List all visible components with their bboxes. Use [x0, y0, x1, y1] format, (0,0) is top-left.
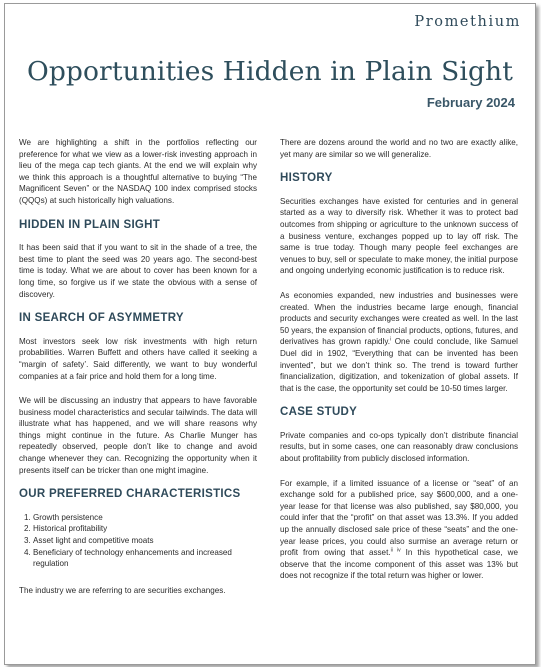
brand-logo: Promethium	[414, 14, 521, 30]
characteristics-list	[19, 512, 257, 570]
footnote-ref[interactable]: i	[390, 336, 392, 343]
paragraph: We will be discussing an industry that appears to have favorable business model characteristics and secular tailwinds. The data will illustrate what has happened, and we will share reasons why things might continue in the future. As Charlie Munger has repeatedly observed, people don’t like to change and avoid change whenever they can. Recognizing the opportunity when it presents itself can be tricker than one might imagine.	[19, 396, 257, 475]
footnote-ref[interactable]: ii iv	[390, 547, 401, 554]
page-title: Opportunities Hidden in Plain Sight	[27, 56, 513, 87]
list-item: 4. Beneficiary of technology enhancements and increased regulation	[33, 547, 257, 570]
text-run: In this hypothetical case, we observe that the income component of this asset was 13% but does not recognize if the total return was higher or lower.	[280, 548, 518, 581]
paragraph: It has been said that if you want to sit in the shade of a tree, the best time to plant the seed was 20 years ago. The second-best time is today. What we are about to cover has been known for a long time, so forgive us if we state the obvious with a sense of discovery.	[19, 243, 257, 299]
list-item: 2. Historical profitability	[33, 523, 257, 535]
section-heading-in-search-of-asymmetry: IN SEARCH OF ASYMMETRY	[19, 312, 184, 325]
text-run: One could conclude, like Samuel Duel did in 1902, “Everything that can be invented has been invented”, but we don’t think so. The trend is toward further financialization, digitization, and tokenization of global assets. If that is the case, the opportunity set could be 10-50 times larger.	[280, 337, 518, 393]
right-column	[280, 137, 518, 595]
text-run: As economies expanded, new industries and businesses were created. When the industries became large enough, financial products and security exchanges were created as well. In the last 50 years, the expansion of financial products, options, futures, and derivatives has grown rapidly.	[280, 290, 519, 347]
paragraph: Most investors seek low risk investments with high return probabilities. Warren Buffett and others have called it seeking a “margin of safety’. Said differently, we want to buy wonderful companies at a fair price and hold them for a long time.	[19, 336, 257, 381]
paragraph	[280, 290, 518, 394]
paragraph	[280, 478, 518, 582]
left-column	[19, 137, 257, 609]
section-heading-case-study: CASE STUDY	[280, 406, 358, 419]
paragraph: There are dozens around the world and no two are exactly alike, yet many are similar so we will generalize.	[280, 138, 518, 159]
section-heading-hidden-in-plain-sight: HIDDEN IN PLAIN SIGHT	[19, 218, 161, 231]
list-item: 3. Asset light and competitive moats	[33, 535, 257, 547]
paragraph: Private companies and co-ops typically don’t distribute financial results, but in some cases, one can reasonably draw conclusions about profitability from publicly disclosed information.	[280, 430, 518, 464]
intro-paragraph: We are highlighting a shift in the portfolios reflecting our preference for what we view as a lower-risk investing approach in lieu of the mega cap tech giants. At the end we will explain why we think this approach is a thoughtful alternative to buying “The Magnificent Seven” or the NASDAQ 100 index comprised stocks (QQQs) at such historically high valuations.	[19, 138, 257, 205]
date-label: February 2024	[426, 95, 515, 110]
document-page	[4, 3, 536, 665]
section-heading-history: HISTORY	[280, 172, 333, 185]
paragraph: The industry we are referring to are securities exchanges.	[19, 585, 226, 595]
section-heading-preferred-characteristics: OUR PREFERRED CHARACTERISTICS	[19, 488, 241, 501]
paragraph: Securities exchanges have existed for centuries and in general started as a way to diversify risk. Whether it was to protect bad outcomes from shipping or agriculture to the unknown success of a business venture, exchanges popped up to lay off risk. The same is true today. Though many people feel exchanges are venues to buy, sell or speculate to make money, the initial purpose and ongoing underlying economic justification is to reduce risk.	[280, 196, 518, 276]
list-item: 1. Growth persistence	[33, 512, 257, 524]
text-run: For example, if a limited issuance of a license or “seat” of an exchange sold for a published price, say $600,000, and a one-year lease for that license was also published, say $80,000, you could infer that the “profit” on that asset was 13.3%. If you added up the annually disclosed sale price of these “seats” and the one-year lease prices, you could also surmise an average return or profit from owing that asset.	[280, 478, 518, 558]
